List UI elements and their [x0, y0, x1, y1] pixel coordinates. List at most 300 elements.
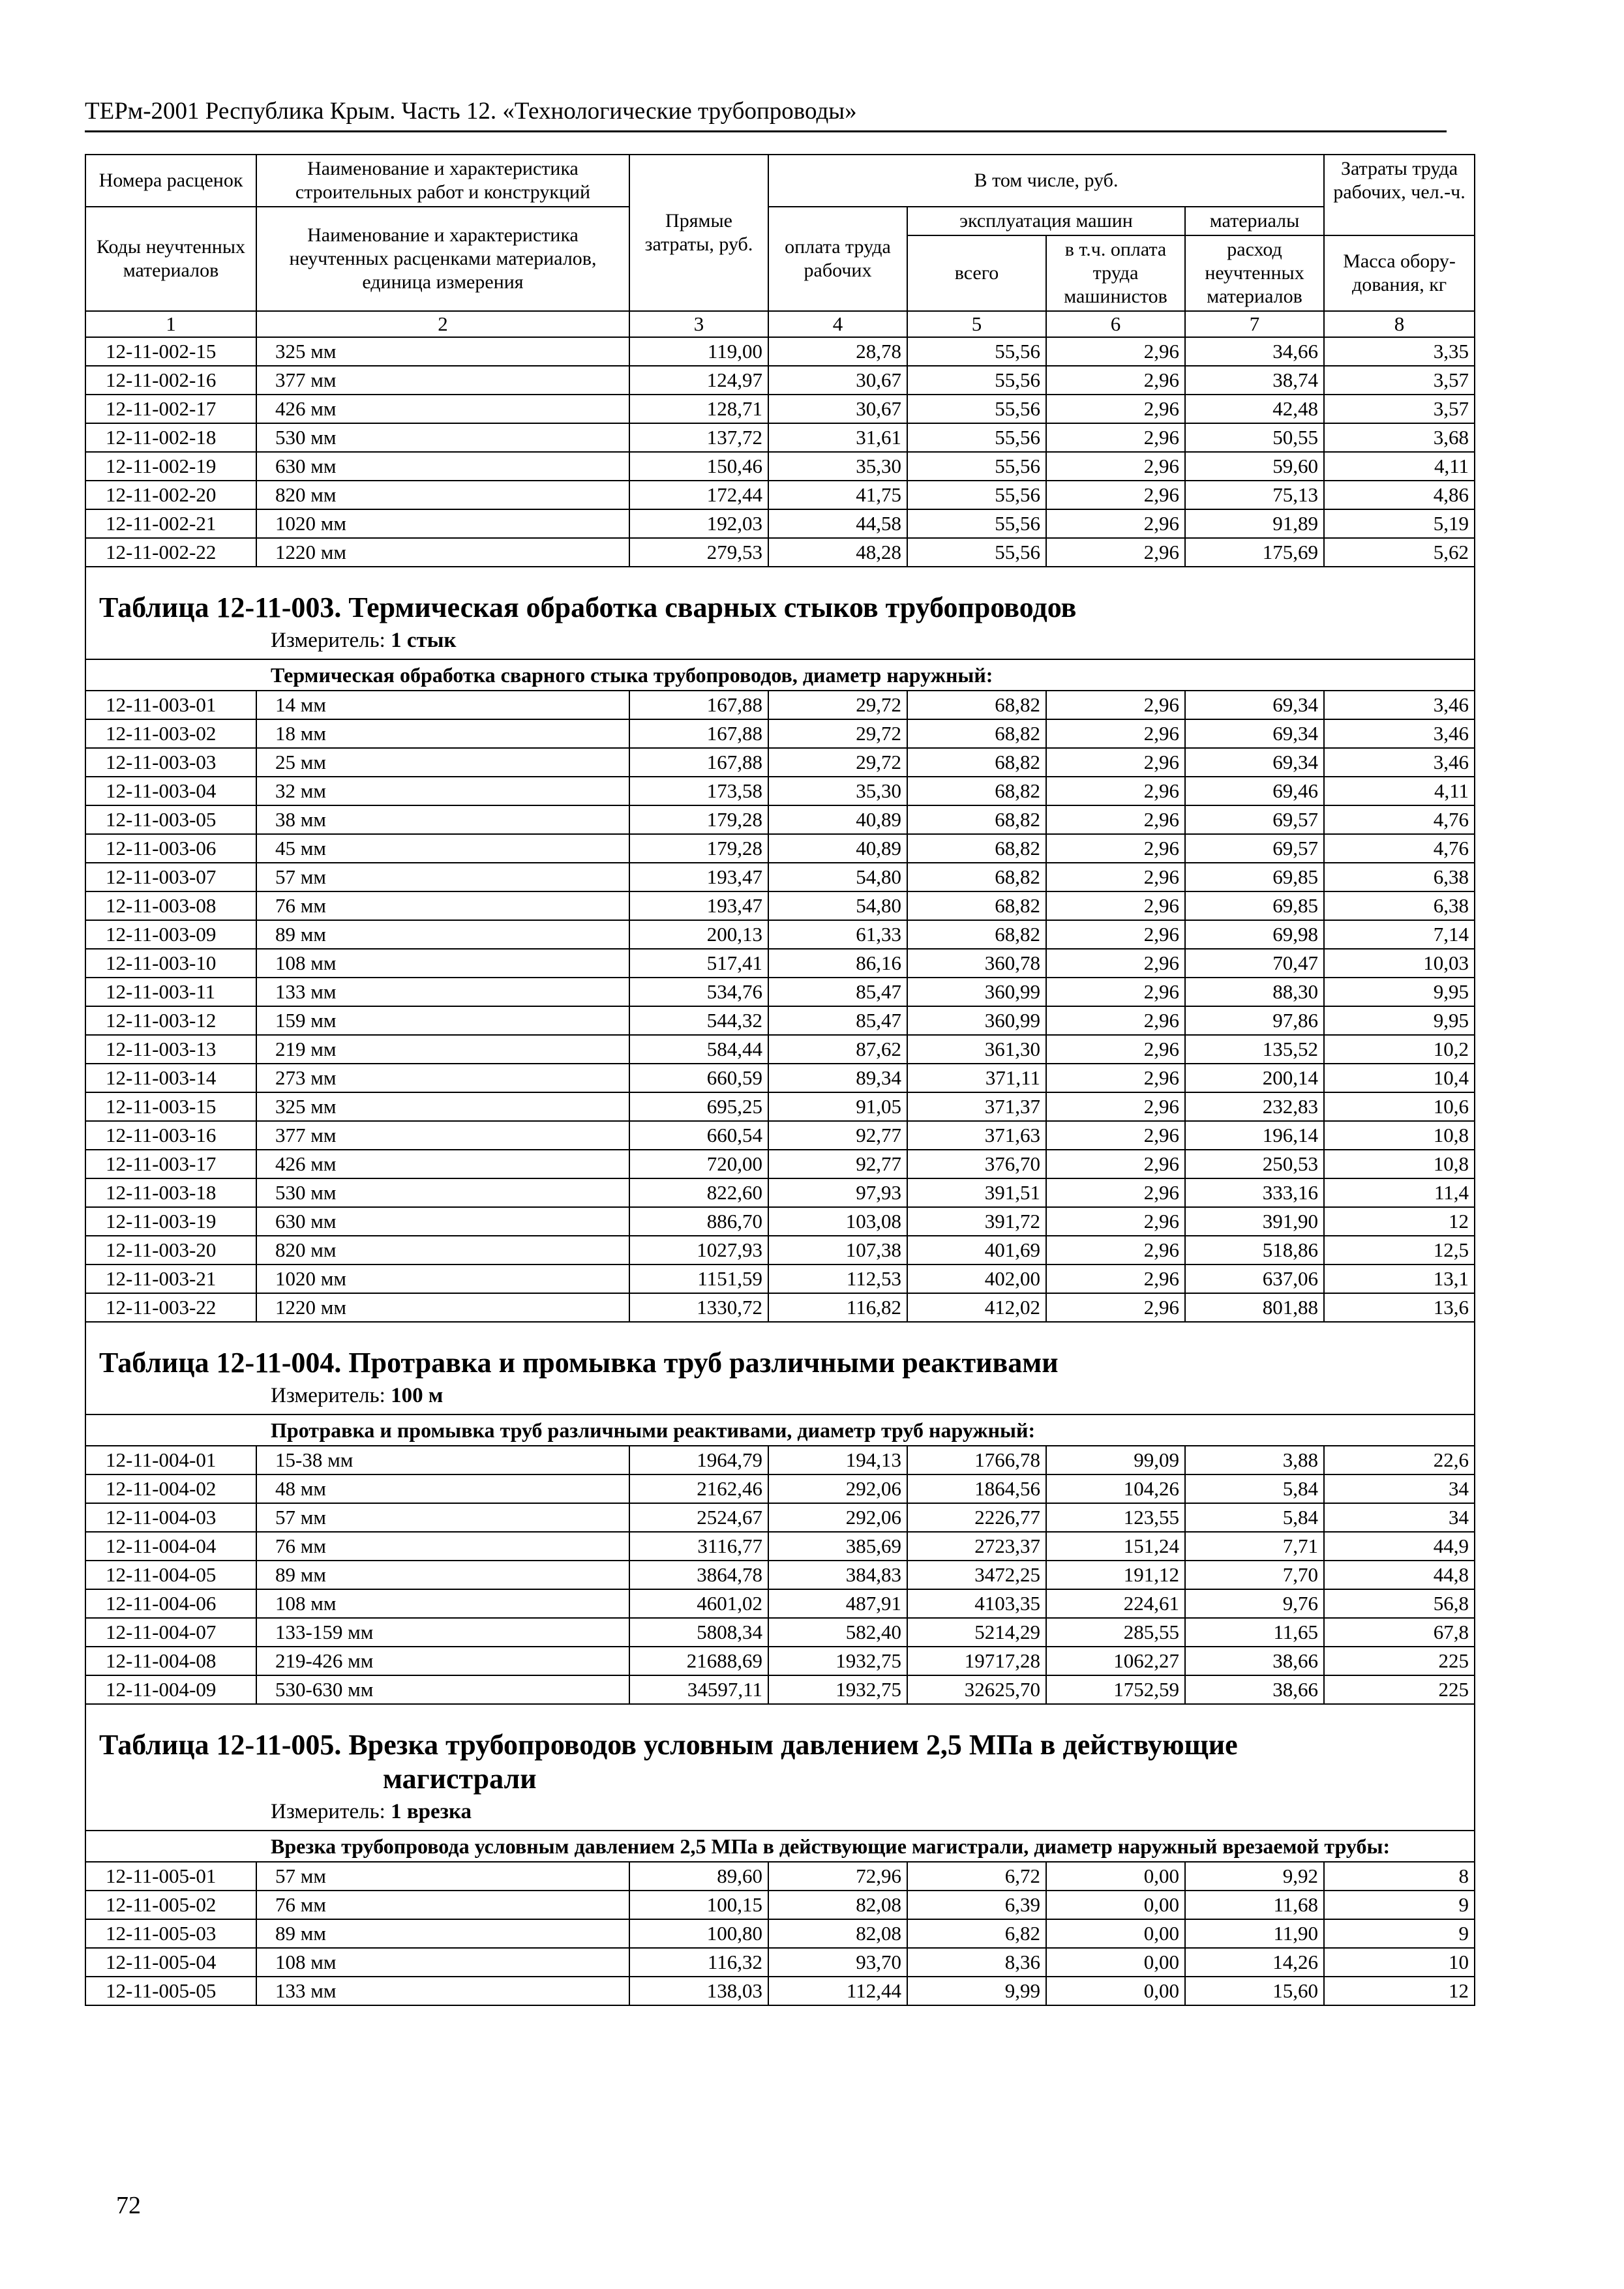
- rate-name: 108 мм: [256, 1948, 629, 1977]
- rate-value: 401,69: [907, 1236, 1046, 1264]
- rate-name: 530 мм: [256, 423, 629, 452]
- rate-name: 89 мм: [256, 1561, 629, 1589]
- rate-value: 9,95: [1324, 1006, 1475, 1035]
- rate-code: 12-11-002-22: [85, 538, 256, 567]
- rate-value: 89,34: [768, 1064, 907, 1092]
- rate-value: 107,38: [768, 1236, 907, 1264]
- table-row: [85, 978, 1475, 1006]
- rate-value: 29,72: [768, 691, 907, 719]
- rate-value: 91,05: [768, 1092, 907, 1121]
- col-materials-use: расход неучтенных материалов: [1185, 235, 1324, 311]
- rate-value: 13,1: [1324, 1264, 1475, 1293]
- rate-value: 11,68: [1185, 1891, 1324, 1919]
- rate-value: 135,52: [1185, 1035, 1324, 1064]
- table-row: [85, 1561, 1475, 1589]
- table-row: [85, 452, 1475, 481]
- section-title: [85, 1322, 1475, 1383]
- table-row: [85, 777, 1475, 805]
- rate-value: 89,60: [629, 1862, 768, 1891]
- rate-value: 31,61: [768, 423, 907, 452]
- rate-value: 3,46: [1324, 748, 1475, 777]
- rate-value: 112,53: [768, 1264, 907, 1293]
- col-name-materials: Наименование и характеристика неучтенных расценками материалов, единица измерения: [256, 207, 629, 311]
- col-wages: оплата труда рабочих: [768, 207, 907, 311]
- rate-value: 68,82: [907, 748, 1046, 777]
- rate-name: 108 мм: [256, 1589, 629, 1618]
- rate-name: 219-426 мм: [256, 1647, 629, 1675]
- rate-value: 8: [1324, 1862, 1475, 1891]
- rate-value: 92,77: [768, 1121, 907, 1150]
- table-row: [85, 863, 1475, 891]
- col-number: 4: [768, 311, 907, 337]
- table-row: [85, 395, 1475, 423]
- rate-value: 660,59: [629, 1064, 768, 1092]
- rate-code: 12-11-003-02: [85, 719, 256, 748]
- rate-value: 29,72: [768, 748, 907, 777]
- rate-value: 70,47: [1185, 949, 1324, 978]
- table-row: [85, 1862, 1475, 1891]
- rate-name: 57 мм: [256, 1503, 629, 1532]
- rate-value: 0,00: [1046, 1919, 1185, 1948]
- rate-value: 3,46: [1324, 719, 1475, 748]
- rate-name: 76 мм: [256, 1891, 629, 1919]
- rate-value: 3864,78: [629, 1561, 768, 1589]
- col-operators: в т.ч. оплата труда машинистов: [1046, 235, 1185, 311]
- rate-value: 4,76: [1324, 834, 1475, 863]
- rate-name: 38 мм: [256, 805, 629, 834]
- rate-name: 377 мм: [256, 366, 629, 395]
- rate-value: 10,8: [1324, 1150, 1475, 1178]
- rates-document: [85, 154, 1474, 2006]
- rate-value: 371,63: [907, 1121, 1046, 1150]
- rate-value: 10,03: [1324, 949, 1475, 978]
- rate-name: 630 мм: [256, 452, 629, 481]
- rate-code: 12-11-004-02: [85, 1474, 256, 1503]
- rate-value: 193,47: [629, 891, 768, 920]
- rate-value: 3,57: [1324, 366, 1475, 395]
- rate-value: 21688,69: [629, 1647, 768, 1675]
- rate-value: 2,96: [1046, 1150, 1185, 1178]
- rate-value: 32625,70: [907, 1675, 1046, 1704]
- table-row: [85, 1589, 1475, 1618]
- rate-value: 35,30: [768, 777, 907, 805]
- rate-value: 1752,59: [1046, 1675, 1185, 1704]
- rate-value: 376,70: [907, 1150, 1046, 1178]
- rate-code: 12-11-003-12: [85, 1006, 256, 1035]
- rate-value: 0,00: [1046, 1977, 1185, 2005]
- rate-value: 85,47: [768, 1006, 907, 1035]
- rate-value: 2226,77: [907, 1503, 1046, 1532]
- rate-value: 22,6: [1324, 1446, 1475, 1474]
- rate-value: 637,06: [1185, 1264, 1324, 1293]
- rate-value: 175,69: [1185, 538, 1324, 567]
- section-title-row: [85, 1322, 1475, 1383]
- rate-code: 12-11-004-08: [85, 1647, 256, 1675]
- rate-value: 0,00: [1046, 1948, 1185, 1977]
- rate-value: 9,76: [1185, 1589, 1324, 1618]
- rate-value: 2,96: [1046, 1178, 1185, 1207]
- rate-value: 2,96: [1046, 863, 1185, 891]
- rate-value: 2,96: [1046, 1006, 1185, 1035]
- rate-value: 196,14: [1185, 1121, 1324, 1150]
- table-row: [85, 538, 1475, 567]
- rate-value: 6,72: [907, 1862, 1046, 1891]
- rate-value: 55,56: [907, 395, 1046, 423]
- rate-value: 128,71: [629, 395, 768, 423]
- col-mass: Масса обору-дования, кг: [1324, 235, 1475, 311]
- rate-name: 159 мм: [256, 1006, 629, 1035]
- rate-value: 660,54: [629, 1121, 768, 1150]
- rate-value: 97,93: [768, 1178, 907, 1207]
- rate-value: 35,30: [768, 452, 907, 481]
- table-row: [85, 1150, 1475, 1178]
- rate-value: 9: [1324, 1891, 1475, 1919]
- rate-value: 2,96: [1046, 1264, 1185, 1293]
- table-row: [85, 423, 1475, 452]
- measure-row: [85, 1799, 1475, 1831]
- rate-value: 88,30: [1185, 978, 1324, 1006]
- rate-name: 32 мм: [256, 777, 629, 805]
- rate-code: 12-11-005-04: [85, 1948, 256, 1977]
- rate-value: 28,78: [768, 337, 907, 366]
- rate-code: 12-11-003-10: [85, 949, 256, 978]
- rate-value: 200,13: [629, 920, 768, 949]
- section-title-row: [85, 1704, 1475, 1799]
- rate-code: 12-11-005-03: [85, 1919, 256, 1948]
- rate-value: 67,8: [1324, 1618, 1475, 1647]
- rate-name: 273 мм: [256, 1064, 629, 1092]
- rate-value: 6,82: [907, 1919, 1046, 1948]
- table-row: [85, 1618, 1475, 1647]
- rate-value: 69,46: [1185, 777, 1324, 805]
- rate-value: 10,4: [1324, 1064, 1475, 1092]
- rate-code: 12-11-003-11: [85, 978, 256, 1006]
- table-row: [85, 1647, 1475, 1675]
- measure: [85, 1383, 1475, 1414]
- rate-value: 40,89: [768, 805, 907, 834]
- measure-value: 100 м: [391, 1384, 444, 1407]
- rate-value: 2,96: [1046, 978, 1185, 1006]
- rate-name: 426 мм: [256, 1150, 629, 1178]
- group-row: [85, 1414, 1475, 1446]
- rate-value: 167,88: [629, 748, 768, 777]
- rate-name: 377 мм: [256, 1121, 629, 1150]
- rate-value: 138,03: [629, 1977, 768, 2005]
- page-header: ТЕРм-2001 Республика Крым. Часть 12. «Технологические трубопроводы»: [85, 98, 1447, 132]
- rate-name: 820 мм: [256, 1236, 629, 1264]
- rate-code: 12-11-003-21: [85, 1264, 256, 1293]
- rate-value: 137,72: [629, 423, 768, 452]
- rate-value: 4,11: [1324, 452, 1475, 481]
- rate-value: 2162,46: [629, 1474, 768, 1503]
- rate-value: 2,96: [1046, 949, 1185, 978]
- rate-code: 12-11-002-15: [85, 337, 256, 366]
- rate-value: 1027,93: [629, 1236, 768, 1264]
- rate-value: 124,97: [629, 366, 768, 395]
- rate-name: 133-159 мм: [256, 1618, 629, 1647]
- section-title-text: Таблица 12-11-005. Врезка трубопроводов условным давлением 2,5 МПа в действующие: [99, 1729, 1238, 1761]
- rate-name: 25 мм: [256, 748, 629, 777]
- measure-value: 1 стык: [391, 629, 457, 652]
- rate-value: 68,82: [907, 719, 1046, 748]
- col-number: 8: [1324, 311, 1475, 337]
- rate-value: 55,56: [907, 538, 1046, 567]
- rate-code: 12-11-003-20: [85, 1236, 256, 1264]
- table-row: [85, 1264, 1475, 1293]
- rate-name: 530 мм: [256, 1178, 629, 1207]
- rate-value: 9: [1324, 1919, 1475, 1948]
- table-row: [85, 1675, 1475, 1704]
- table-row: [85, 1064, 1475, 1092]
- rate-value: 2,96: [1046, 1064, 1185, 1092]
- rate-value: 2524,67: [629, 1503, 768, 1532]
- measure-label: Измеритель:: [271, 629, 385, 652]
- rate-value: 150,46: [629, 452, 768, 481]
- section-title-text: Таблица 12-11-003. Термическая обработка сварных стыков трубопроводов: [99, 591, 1077, 623]
- rate-name: 15-38 мм: [256, 1446, 629, 1474]
- rate-name: 820 мм: [256, 481, 629, 509]
- rate-value: 5,84: [1185, 1474, 1324, 1503]
- rate-value: 119,00: [629, 337, 768, 366]
- rate-value: 11,90: [1185, 1919, 1324, 1948]
- rate-value: 6,38: [1324, 891, 1475, 920]
- rate-code: 12-11-003-13: [85, 1035, 256, 1064]
- rate-value: 44,8: [1324, 1561, 1475, 1589]
- rate-value: 69,98: [1185, 920, 1324, 949]
- rate-value: 2,96: [1046, 719, 1185, 748]
- rate-value: 1932,75: [768, 1675, 907, 1704]
- table-row: [85, 1891, 1475, 1919]
- rate-value: 1151,59: [629, 1264, 768, 1293]
- rate-code: 12-11-003-07: [85, 863, 256, 891]
- rate-value: 54,80: [768, 863, 907, 891]
- rate-value: 3116,77: [629, 1532, 768, 1561]
- rate-value: 99,09: [1046, 1446, 1185, 1474]
- rate-value: 55,56: [907, 337, 1046, 366]
- rate-code: 12-11-003-17: [85, 1150, 256, 1178]
- col-direct: Прямые затраты, руб.: [629, 155, 768, 311]
- rate-value: 2,96: [1046, 1121, 1185, 1150]
- measure-label: Измеритель:: [271, 1800, 385, 1823]
- col-number: 6: [1046, 311, 1185, 337]
- group-heading: Врезка трубопровода условным давлением 2,5 МПа в действующие магистрали, диаметр наружный врезаемой трубы:: [85, 1831, 1475, 1862]
- rate-value: 112,44: [768, 1977, 907, 2005]
- group-heading: Протравка и промывка труб различными реактивами, диаметр труб наружный:: [85, 1414, 1475, 1446]
- table-row: [85, 1006, 1475, 1035]
- rate-value: 56,8: [1324, 1589, 1475, 1618]
- rate-value: 167,88: [629, 691, 768, 719]
- header-row-1: [85, 155, 1475, 207]
- rate-name: 14 мм: [256, 691, 629, 719]
- rate-value: 2,96: [1046, 366, 1185, 395]
- rate-value: 3,46: [1324, 691, 1475, 719]
- rate-value: 93,70: [768, 1948, 907, 1977]
- rate-value: 30,67: [768, 395, 907, 423]
- rate-value: 2,96: [1046, 395, 1185, 423]
- rate-value: 61,33: [768, 920, 907, 949]
- rate-value: 97,86: [1185, 1006, 1324, 1035]
- rate-code: 12-11-002-16: [85, 366, 256, 395]
- rate-name: 1020 мм: [256, 509, 629, 538]
- rates-table: [85, 154, 1475, 2006]
- col-num-rates: Номера расценок: [85, 155, 256, 207]
- rate-value: 695,25: [629, 1092, 768, 1121]
- rate-value: 34,66: [1185, 337, 1324, 366]
- rate-value: 10,8: [1324, 1121, 1475, 1150]
- rate-value: 44,58: [768, 509, 907, 538]
- rate-value: 5808,34: [629, 1618, 768, 1647]
- col-machines: эксплуатация машин: [907, 207, 1185, 235]
- rate-value: 30,67: [768, 366, 907, 395]
- header-row-2: [85, 207, 1475, 235]
- rate-value: 360,99: [907, 1006, 1046, 1035]
- rate-value: 87,62: [768, 1035, 907, 1064]
- rate-value: 34: [1324, 1503, 1475, 1532]
- rate-code: 12-11-003-03: [85, 748, 256, 777]
- rate-value: 2,96: [1046, 1236, 1185, 1264]
- rate-value: 19717,28: [907, 1647, 1046, 1675]
- rate-code: 12-11-003-04: [85, 777, 256, 805]
- rate-code: 12-11-002-21: [85, 509, 256, 538]
- rate-value: 100,80: [629, 1919, 768, 1948]
- table-row: [85, 1121, 1475, 1150]
- measure-row: [85, 627, 1475, 659]
- table-row: [85, 1293, 1475, 1322]
- table-row: [85, 1207, 1475, 1236]
- rate-value: 285,55: [1046, 1618, 1185, 1647]
- column-number-row: [85, 311, 1475, 337]
- rate-code: 12-11-002-18: [85, 423, 256, 452]
- rate-value: 69,85: [1185, 863, 1324, 891]
- rate-code: 12-11-003-01: [85, 691, 256, 719]
- rate-value: 55,56: [907, 423, 1046, 452]
- rate-code: 12-11-004-07: [85, 1618, 256, 1647]
- rate-value: 5,19: [1324, 509, 1475, 538]
- rate-value: 200,14: [1185, 1064, 1324, 1092]
- rate-value: 518,86: [1185, 1236, 1324, 1264]
- rate-value: 91,89: [1185, 509, 1324, 538]
- rate-value: 3,57: [1324, 395, 1475, 423]
- rate-value: 385,69: [768, 1532, 907, 1561]
- rate-value: 2,96: [1046, 1207, 1185, 1236]
- rate-name: 1220 мм: [256, 1293, 629, 1322]
- rate-value: 2,96: [1046, 452, 1185, 481]
- rate-name: 76 мм: [256, 1532, 629, 1561]
- rate-value: 48,28: [768, 538, 907, 567]
- rate-name: 48 мм: [256, 1474, 629, 1503]
- rate-value: 116,32: [629, 1948, 768, 1977]
- rate-value: 4601,02: [629, 1589, 768, 1618]
- rate-name: 45 мм: [256, 834, 629, 863]
- rate-value: 2723,37: [907, 1532, 1046, 1561]
- rate-code: 12-11-003-16: [85, 1121, 256, 1150]
- col-number: 3: [629, 311, 768, 337]
- table-row: [85, 719, 1475, 748]
- section-title: [85, 1704, 1475, 1799]
- rate-value: 720,00: [629, 1150, 768, 1178]
- rate-value: 801,88: [1185, 1293, 1324, 1322]
- rate-value: 41,75: [768, 481, 907, 509]
- rate-name: 630 мм: [256, 1207, 629, 1236]
- rate-value: 2,96: [1046, 509, 1185, 538]
- rate-value: 5214,29: [907, 1618, 1046, 1647]
- rate-value: 82,08: [768, 1891, 907, 1919]
- table-row: [85, 1236, 1475, 1264]
- rate-value: 371,37: [907, 1092, 1046, 1121]
- rate-value: 2,96: [1046, 748, 1185, 777]
- rate-value: 9,95: [1324, 978, 1475, 1006]
- page-number: 72: [116, 2192, 141, 2219]
- rate-name: 133 мм: [256, 978, 629, 1006]
- rate-value: 192,03: [629, 509, 768, 538]
- rate-value: 225: [1324, 1647, 1475, 1675]
- rate-value: 69,85: [1185, 891, 1324, 920]
- rate-value: 29,72: [768, 719, 907, 748]
- rate-name: 1220 мм: [256, 538, 629, 567]
- rate-code: 12-11-003-19: [85, 1207, 256, 1236]
- rate-value: 15,60: [1185, 1977, 1324, 2005]
- rate-code: 12-11-002-17: [85, 395, 256, 423]
- rate-value: 100,15: [629, 1891, 768, 1919]
- rate-value: 12: [1324, 1977, 1475, 2005]
- rate-value: 167,88: [629, 719, 768, 748]
- group-heading: Термическая обработка сварного стыка трубопроводов, диаметр наружный:: [85, 659, 1475, 691]
- group-row: [85, 1831, 1475, 1862]
- section-title-continued: магистрали: [383, 1763, 537, 1795]
- rate-value: 224,61: [1046, 1589, 1185, 1618]
- rate-value: 7,70: [1185, 1561, 1324, 1589]
- rate-value: 360,99: [907, 978, 1046, 1006]
- rate-value: 360,78: [907, 949, 1046, 978]
- table-row: [85, 748, 1475, 777]
- rate-code: 12-11-003-15: [85, 1092, 256, 1121]
- measure-value: 1 врезка: [391, 1800, 472, 1823]
- table-row: [85, 1474, 1475, 1503]
- rate-name: 325 мм: [256, 1092, 629, 1121]
- rate-value: 822,60: [629, 1178, 768, 1207]
- col-name-works: Наименование и характеристика строительных работ и конструкций: [256, 155, 629, 207]
- rate-value: 75,13: [1185, 481, 1324, 509]
- rate-value: 584,44: [629, 1035, 768, 1064]
- rate-value: 72,96: [768, 1862, 907, 1891]
- rate-code: 12-11-003-14: [85, 1064, 256, 1092]
- table-body: [85, 155, 1475, 2005]
- rate-value: 2,96: [1046, 805, 1185, 834]
- rate-value: 179,28: [629, 834, 768, 863]
- rate-value: 6,38: [1324, 863, 1475, 891]
- rate-value: 2,96: [1046, 920, 1185, 949]
- rate-code: 12-11-004-09: [85, 1675, 256, 1704]
- rate-value: 69,34: [1185, 691, 1324, 719]
- rate-name: 530-630 мм: [256, 1675, 629, 1704]
- measure-row: [85, 1383, 1475, 1414]
- rate-value: 55,56: [907, 509, 1046, 538]
- rate-value: 2,96: [1046, 891, 1185, 920]
- rate-value: 7,14: [1324, 920, 1475, 949]
- rate-value: 179,28: [629, 805, 768, 834]
- rate-code: 12-11-003-06: [85, 834, 256, 863]
- rate-value: 0,00: [1046, 1891, 1185, 1919]
- rate-value: 11,4: [1324, 1178, 1475, 1207]
- rate-name: 76 мм: [256, 891, 629, 920]
- rate-value: 225: [1324, 1675, 1475, 1704]
- rate-code: 12-11-005-02: [85, 1891, 256, 1919]
- rate-value: 3,35: [1324, 337, 1475, 366]
- rate-code: 12-11-003-05: [85, 805, 256, 834]
- rate-value: 3,68: [1324, 423, 1475, 452]
- rate-value: 250,53: [1185, 1150, 1324, 1178]
- rate-value: 68,82: [907, 891, 1046, 920]
